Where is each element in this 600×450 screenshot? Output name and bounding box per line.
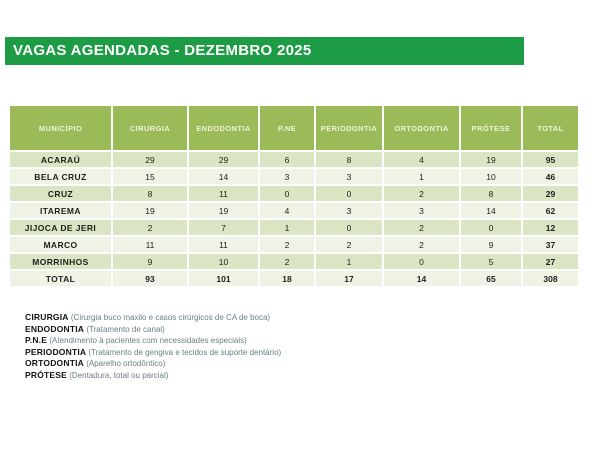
legend-description: (Cirurgia buco maxilo e casos cirúrgicos de CA de boca) [70,313,271,322]
legend-description: (Atendimento à pacientes com necessidades especiais) [49,336,247,345]
legend-item-cirurgia [25,312,281,324]
municipality-cell: ACARAÚ [9,151,112,168]
table-cell: 14 [460,202,522,219]
table-cell: 29 [522,185,579,202]
table-cell: 27 [522,253,579,270]
legend-description: (Aparelho ortodôntico) [86,359,166,368]
col-header-protese: PRÓTESE [460,105,522,151]
table-cell: 6 [259,151,315,168]
vagas-table [8,104,580,288]
col-header-municipio: MUNICÍPIO [9,105,112,151]
legend-item-protese [25,370,281,382]
table-cell: 0 [315,185,383,202]
legend-term: CIRURGIA [25,312,69,322]
table-cell: 3 [315,168,383,185]
table-cell: 101 [188,270,259,287]
table-total-row [9,270,579,287]
municipality-cell: ITAREMA [9,202,112,219]
col-header-endodontia: ENDODONTIA [188,105,259,151]
table-header-row [9,105,579,151]
legend-item-pne [25,335,281,347]
col-header-ortodontia: ORTODONTIA [383,105,460,151]
legend [25,312,281,381]
page-title: VAGAS AGENDADAS - DEZEMBRO 2025 [13,42,312,59]
table-row [9,202,579,219]
table-cell: 10 [188,253,259,270]
table-cell: 1 [259,219,315,236]
table-cell: 29 [112,151,188,168]
table-cell: 14 [188,168,259,185]
table-cell: 8 [460,185,522,202]
col-header-total: TOTAL [522,105,579,151]
municipality-cell: BELA CRUZ [9,168,112,185]
table-row [9,219,579,236]
table-cell: 11 [188,185,259,202]
table-cell: 46 [522,168,579,185]
municipality-cell: CRUZ [9,185,112,202]
legend-item-periodontia [25,347,281,359]
table-cell: 2 [383,185,460,202]
legend-term: ORTODONTIA [25,358,84,368]
table-cell: 37 [522,236,579,253]
table-cell: 2 [259,236,315,253]
table-cell: 8 [112,185,188,202]
legend-item-endodontia [25,324,281,336]
table-cell: 17 [315,270,383,287]
legend-item-ortodontia [25,358,281,370]
table-row [9,185,579,202]
col-header-pne: P.NE [259,105,315,151]
col-header-periodontia: PERIODONTIA [315,105,383,151]
table-cell: 19 [460,151,522,168]
table-cell: 18 [259,270,315,287]
table-cell: 2 [112,219,188,236]
table-cell: 4 [259,202,315,219]
table-cell: 10 [460,168,522,185]
table-cell: 11 [188,236,259,253]
table-row [9,253,579,270]
table-cell: 19 [188,202,259,219]
table-cell: 11 [112,236,188,253]
municipality-cell: MORRINHOS [9,253,112,270]
table-cell: 2 [315,236,383,253]
table-cell: 3 [383,202,460,219]
legend-description: (Tratamento de canal) [86,324,165,334]
table-cell: 95 [522,151,579,168]
table-cell: 5 [460,253,522,270]
table-cell: 29 [188,151,259,168]
table-cell: 19 [112,202,188,219]
table-cell: 0 [315,219,383,236]
legend-term: PRÓTESE [25,369,68,380]
table-cell: 2 [383,219,460,236]
table-row [9,151,579,168]
table-cell: 2 [259,253,315,270]
municipality-cell: JIJOCA DE JERI [9,219,112,236]
legend-term: ENDODONTIA [25,323,85,334]
table-cell: 62 [522,202,579,219]
table-cell: 1 [315,253,383,270]
table-cell: 65 [460,270,522,287]
table-cell: 12 [522,219,579,236]
legend-description: (Dentadura, total ou parcial) [69,370,169,380]
table-cell: 14 [383,270,460,287]
table-cell: 2 [383,236,460,253]
table-cell: 308 [522,270,579,287]
legend-term: PERIODONTIA [25,346,87,357]
municipality-cell: TOTAL [9,270,112,287]
table-cell: 93 [112,270,188,287]
table-cell: 4 [383,151,460,168]
table-cell: 0 [460,219,522,236]
table-cell: 0 [259,185,315,202]
municipality-cell: MARCO [9,236,112,253]
table-cell: 3 [259,168,315,185]
table-cell: 7 [188,219,259,236]
table-cell: 3 [315,202,383,219]
table-cell: 1 [383,168,460,185]
col-header-cirurgia: CIRURGIA [112,105,188,151]
legend-term: P.N.E [25,335,48,345]
table-row [9,236,579,253]
title-banner [5,37,524,65]
table-cell: 9 [460,236,522,253]
table-cell: 15 [112,168,188,185]
table-cell: 8 [315,151,383,168]
legend-description: (Tratamento de gengiva e tecidos de suporte dentário) [88,347,282,357]
table-row [9,168,579,185]
table-cell: 9 [112,253,188,270]
table-cell: 0 [383,253,460,270]
